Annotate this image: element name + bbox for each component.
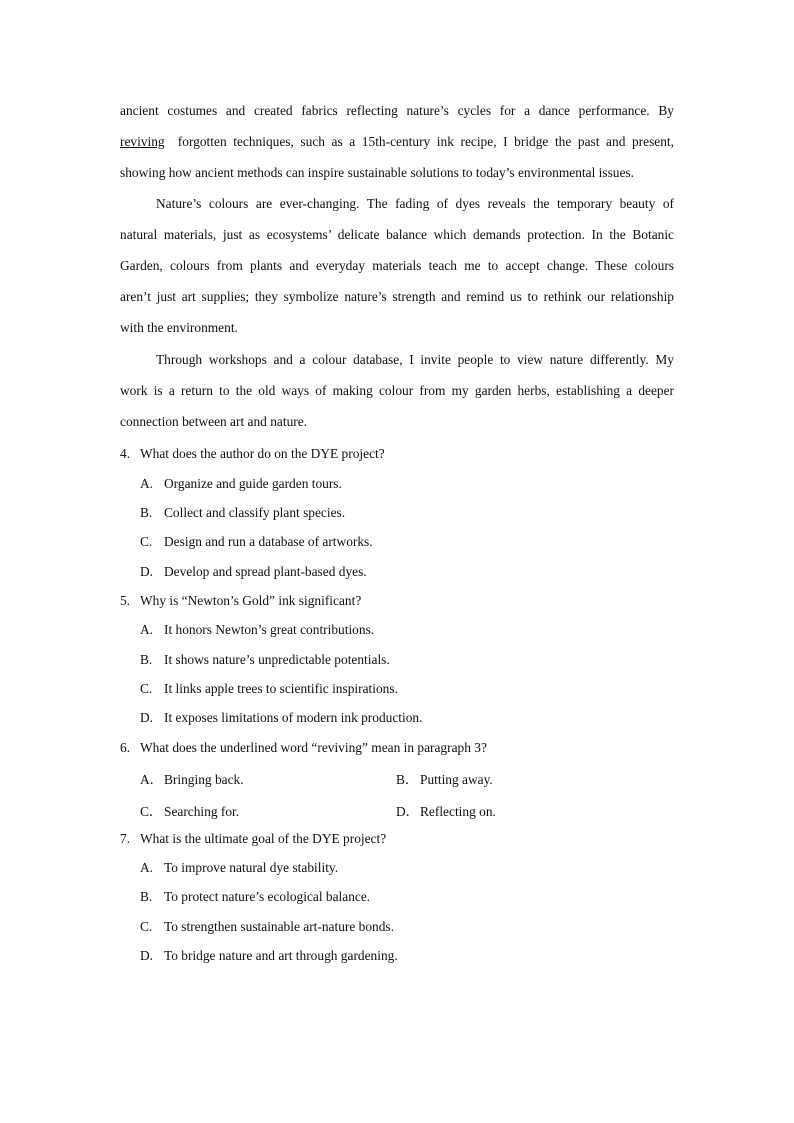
option-text: Design and run a database of artworks. — [164, 534, 373, 549]
option-letter: D． — [396, 804, 420, 819]
paragraph-line: connection between art and nature. — [120, 414, 308, 429]
option-letter: A. — [140, 476, 154, 491]
paragraph-line-text: forgotten techniques, such as a 15th-century ink recipe, I bridge the past and present, — [177, 134, 674, 149]
option-b[interactable] — [140, 652, 390, 668]
option-text: To protect nature’s ecological balance. — [164, 889, 371, 904]
paragraph-line: Garden, colours from plants and everyday materials teach me to accept change. These colours — [120, 258, 674, 273]
option-letter: C． — [140, 804, 163, 819]
option-b[interactable] — [396, 769, 493, 788]
option-letter: A. — [140, 860, 154, 875]
option-text: Searching for. — [164, 804, 240, 819]
option-d[interactable] — [140, 710, 422, 726]
option-c[interactable] — [140, 681, 398, 697]
option-letter: D. — [140, 710, 154, 725]
paragraph-3 — [120, 344, 674, 437]
option-letter: B． — [396, 772, 419, 787]
option-letter: B. — [140, 652, 153, 667]
paragraph-line: work is a return to the old ways of making colour from my garden herbs, establishing a deeper — [120, 383, 674, 398]
option-b[interactable] — [140, 889, 370, 905]
option-b[interactable] — [140, 505, 345, 521]
option-c[interactable] — [140, 534, 373, 550]
question-text: What does the author do on the DYE project? — [140, 446, 385, 461]
option-letter: B. — [140, 505, 153, 520]
option-text: Collect and classify plant species. — [164, 505, 346, 520]
question-text: Why is “Newton’s Gold” ink significant? — [140, 593, 362, 608]
option-text: Putting away. — [420, 772, 493, 787]
option-a[interactable] — [140, 769, 244, 788]
question-number: 5. — [120, 593, 131, 608]
option-letter: A． — [140, 772, 164, 787]
option-text: Organize and guide garden tours. — [164, 476, 342, 491]
option-d[interactable] — [396, 801, 496, 820]
option-a[interactable] — [140, 860, 338, 876]
paragraph-line: ancient costumes and created fabrics reflecting nature’s cycles for a dance performance. By — [120, 103, 674, 118]
option-letter: C. — [140, 919, 153, 934]
paragraph-line: Nature’s colours are ever-changing. The fading of dyes reveals the temporary beauty of — [156, 196, 674, 211]
option-c[interactable] — [140, 919, 394, 935]
option-letter: D. — [140, 564, 154, 579]
paragraph-line: with the environment. — [120, 320, 238, 335]
underlined-word: reviving — [120, 134, 165, 149]
option-text: To bridge nature and art through gardening. — [164, 948, 398, 963]
question-number: 7. — [120, 831, 131, 846]
option-text: It shows nature’s unpredictable potentials. — [164, 652, 390, 667]
option-d[interactable] — [140, 948, 398, 964]
question-4 — [120, 446, 385, 462]
question-text: What does the underlined word “reviving” mean in paragraph 3? — [140, 740, 487, 755]
option-text: Bringing back. — [164, 772, 244, 787]
paragraph-2 — [120, 188, 674, 343]
option-text: It exposes limitations of modern ink production. — [164, 710, 423, 725]
option-letter: C. — [140, 681, 153, 696]
option-letter: B. — [140, 889, 153, 904]
option-a[interactable] — [140, 622, 374, 638]
option-c[interactable] — [140, 801, 239, 820]
question-6 — [120, 740, 487, 756]
option-text: It honors Newton’s great contributions. — [164, 622, 375, 637]
option-text: Reflecting on. — [420, 804, 496, 819]
option-d[interactable] — [140, 564, 367, 580]
question-number: 4. — [120, 446, 131, 461]
question-number: 6. — [120, 740, 131, 755]
paragraph-line: showing how ancient methods can inspire sustainable solutions to today’s environmental issues. — [120, 165, 634, 180]
question-text: What is the ultimate goal of the DYE project? — [140, 831, 387, 846]
option-letter: A. — [140, 622, 154, 637]
paragraph-line: aren’t just art supplies; they symbolize nature’s strength and remind us to rethink our relationship — [120, 289, 674, 304]
option-a[interactable] — [140, 476, 342, 492]
paragraph-line: Through workshops and a colour database, I invite people to view nature differently. My — [156, 352, 674, 367]
option-text: Develop and spread plant-based dyes. — [164, 564, 367, 579]
option-text: It links apple trees to scientific inspirations. — [164, 681, 398, 696]
option-text: To improve natural dye stability. — [164, 860, 339, 875]
option-letter: C. — [140, 534, 153, 549]
option-text: To strengthen sustainable art-nature bonds. — [164, 919, 394, 934]
paragraph-continuation — [120, 95, 674, 188]
paragraph-line: natural materials, just as ecosystems’ delicate balance which demands protection. In the Botanic — [120, 227, 674, 242]
question-5 — [120, 593, 361, 609]
option-letter: D. — [140, 948, 154, 963]
paragraph-line — [120, 126, 674, 157]
question-7 — [120, 831, 386, 847]
